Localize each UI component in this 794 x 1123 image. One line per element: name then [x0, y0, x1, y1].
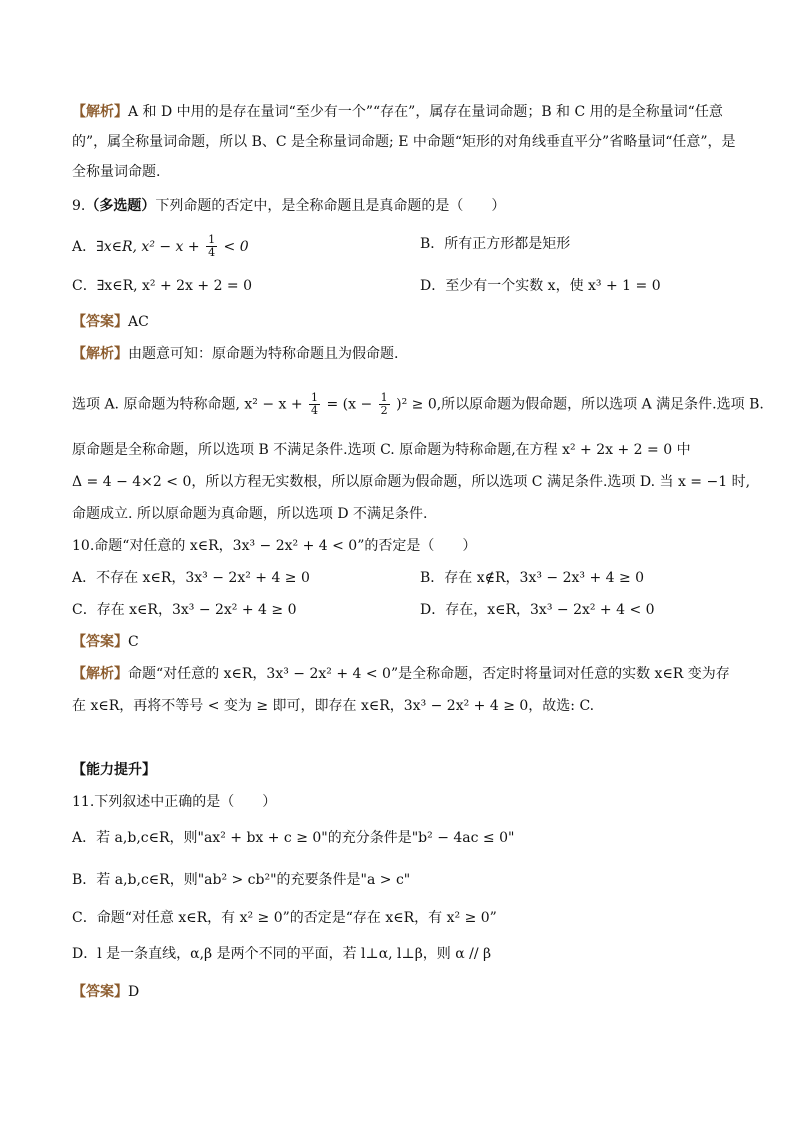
option-a: A．不存在 x∈R，3x³ − 2x² + 4 ≥ 0	[72, 570, 310, 586]
q9-options-cd	[72, 276, 732, 296]
q11-option-b: B．若 a,b,c∈R，则"ab² > cb²"的充要条件是"a > c"	[72, 872, 411, 888]
section-title: 【能力提升】	[72, 762, 156, 778]
question-type: （多选题）	[85, 198, 156, 214]
q10-analysis-line1: 【解析】命题“对任意的 x∈R，3x³ − 2x² + 4 < 0”是全称命题，否定时将量词对任意的实数 x∈R 变为存	[72, 666, 730, 682]
fraction: $\frac{1}{4}$	[311, 391, 319, 417]
q9-options-ab	[72, 234, 732, 259]
analysis-tag: 【解析】	[72, 666, 128, 682]
q9-analysis-line2: 选项 A. 原命题为特称命题, x² − x + $\frac{1}{4}$ = (x − $\frac{1}{2}$ )² ≥ 0,所以原命题为假命题，所以选项 A 满足条件.选项 B.	[72, 391, 764, 417]
option-a: A．∃x∈R, x² − x + $\frac{1}{4}$ < 0	[72, 233, 249, 259]
q11-stem: 11.下列叙述中正确的是（ ）	[72, 794, 277, 810]
fraction: $\frac{1}{2}$	[380, 391, 388, 417]
option-c: C．∃x∈R, x² + 2x + 2 = 0	[72, 278, 253, 294]
q10-analysis-line2: 在 x∈R，再将不等号 < 变为 ≥ 即可，即存在 x∈R，3x³ − 2x² + 4 ≥ 0，故选: C.	[72, 698, 595, 714]
q11-option-c: C．命题“对任意 x∈R，有 x² ≥ 0”的否定是“存在 x∈R，有 x² ≥ 0”	[72, 910, 497, 926]
option-b: B．存在 x∉R，3x³ − 2x³ + 4 ≥ 0	[420, 570, 645, 586]
q10-options-ab	[72, 568, 732, 588]
option-d: D．至少有一个实数 x，使 x³ + 1 = 0	[420, 278, 661, 294]
q8-analysis-line2: 的”，属全称量词命题，所以 B、C 是全称量词命题; E 中命题“矩形的对角线垂直平分”省略量词“任意”，是	[72, 134, 736, 150]
q10-answer: 【答案】C	[72, 634, 139, 650]
q9-analysis-line1: 【解析】由题意可知：原命题为特称命题且为假命题.	[72, 346, 399, 362]
q11-option-a: A．若 a,b,c∈R，则"ax² + bx + c ≥ 0"的充分条件是"b² − 4ac ≤ 0"	[72, 830, 515, 846]
answer-tag: 【答案】	[72, 984, 128, 1000]
analysis-tag: 【解析】	[72, 346, 128, 362]
q8-analysis-line1: 【解析】A 和 D 中用的是存在量词“至少有一个”“存在”，属存在量词命题；B 和 C 用的是全称量词“任意	[72, 104, 723, 120]
answer-tag: 【答案】	[72, 314, 128, 330]
q9-analysis-line3: 原命题是全称命题，所以选项 B 不满足条件.选项 C. 原命题为特称命题,在方程 x² + 2x + 2 = 0 中	[72, 442, 691, 458]
q11-option-d: D．l 是一条直线，α,β 是两个不同的平面，若 l⊥α, l⊥β，则 α // β	[72, 946, 492, 962]
answer-tag: 【答案】	[72, 634, 128, 650]
q8-analysis-line3: 全称量词命题.	[72, 164, 161, 180]
q10-options-cd	[72, 600, 732, 620]
option-c: C．存在 x∈R，3x³ − 2x² + 4 ≥ 0	[72, 602, 297, 618]
option-b: B．所有正方形都是矩形	[420, 236, 571, 252]
q9-answer: 【答案】AC	[72, 314, 149, 330]
q9-analysis-line5: 命题成立. 所以原命题为真命题，所以选项 D 不满足条件.	[72, 506, 428, 522]
q10-stem: 10.命题“对任意的 x∈R，3x³ − 2x² + 4 < 0”的否定是（ ）	[72, 538, 477, 554]
analysis-tag: 【解析】	[72, 104, 128, 120]
q11-answer: 【答案】D	[72, 984, 140, 1000]
q9-analysis-line4: Δ = 4 − 4×2 < 0，所以方程无实数根，所以原命题为假命题，所以选项 C 满足条件.选项 D. 当 x = −1 时,	[72, 474, 751, 490]
q9-stem: 9.（多选题）下列命题的否定中，是全称命题且是真命题的是（ ）	[72, 198, 506, 214]
fraction: $\frac{1}{4}$	[208, 233, 216, 259]
option-d: D．存在，x∈R，3x³ − 2x² + 4 < 0	[420, 602, 655, 618]
